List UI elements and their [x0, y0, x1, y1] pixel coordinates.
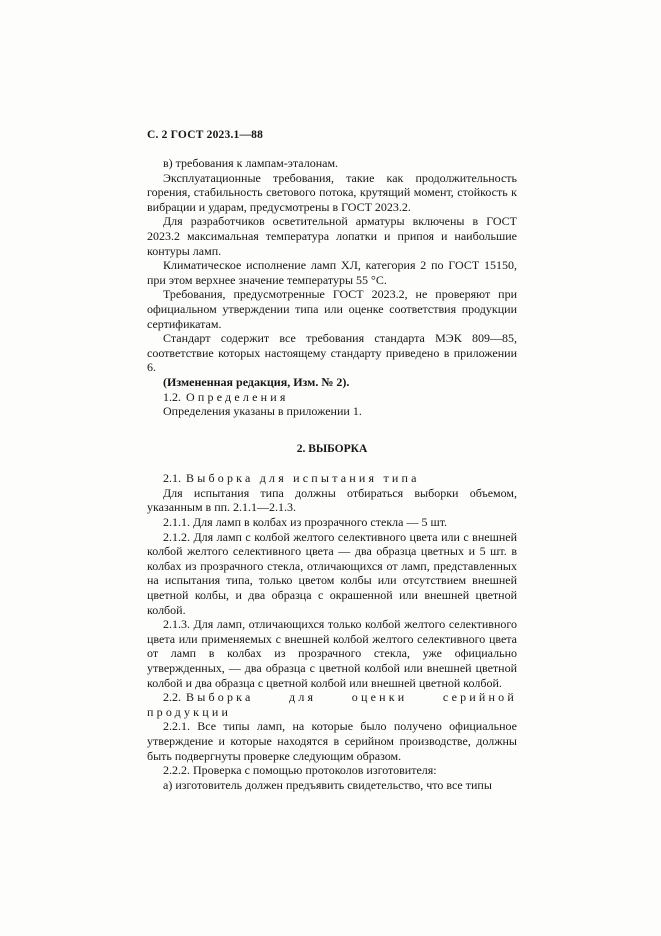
paragraph-fixture-developers: Для разработчиков осветительной арматуры включены в ГОСТ 2023.2 максимальная температура лопатки и припоя и наибольшие контуры ламп.: [147, 214, 517, 258]
list-item-v: в) требования к лампам-эталонам.: [163, 156, 339, 170]
subsection-number: 2.1.: [163, 471, 181, 486]
subsection-heading-1-2: [147, 390, 517, 405]
paragraph-2-1: Для испытания типа должны отбираться выборки объемом, указанным в пп. 2.1.1—2.1.3.: [147, 485, 517, 515]
page-header: С. 2 ГОСТ 2023.1—88: [147, 129, 264, 141]
subsection-heading-2-1: [147, 471, 517, 486]
subsection-title: Выборка для оценки серийной продукции: [147, 690, 517, 719]
paragraph-2-1-2: 2.1.2. Для ламп с колбой желтого селективного цвета или с внешней колбой желтого селективного цвета — два образца цветных и 5 шт. в колбах из прозрачного стекла, отличающихся от ламп, представленных на испытания типа, только цветом колбы или отсутствием внешней цветной колбы, и два образца с окрашенной или внешней цветной колбой.: [147, 529, 517, 617]
paragraph-2-1-1: 2.1.1. Для ламп в колбах из прозрачного стекла — 5 шт.: [163, 515, 448, 530]
subsection-heading-2-2: [147, 690, 517, 719]
subsection-number: 1.2.: [163, 389, 181, 404]
paragraph-definitions: Определения указаны в приложении 1.: [163, 404, 362, 419]
paragraph-operational-requirements: Эксплуатационные требования, такие как продолжительность горения, стабильность светового потока, крутящий момент, стойкость к вибрации и ударам, предусмотрены в ГОСТ 2023.2.: [147, 170, 517, 214]
document-body: [147, 156, 517, 792]
paragraph-2-2-1: 2.2.1. Все типы ламп, на которые было получено официальное утверждение и которые находятся в серийном производстве, должны быть подвергнуты проверке следующим образом.: [147, 719, 517, 763]
section-heading-2: 2. ВЫБОРКА: [296, 442, 368, 455]
amendment-note: (Измененная редакция, Изм. № 2).: [163, 374, 350, 389]
paragraph-requirements-not-checked: Требования, предусмотренные ГОСТ 2023.2, не проверяют при официальном утверждении типа или оценке соответствия продукции сертификатам.: [147, 287, 517, 331]
subsection-title: Определения: [186, 389, 289, 404]
paragraph-2-1-3: 2.1.3. Для ламп, отличающихся только колбой желтого селективного цвета или применяемых с внешней колбой желтого селективного цвета от ламп в колбах из прозрачного стекла, уже официально утвержденных, — два образца с цветной колбой или внешней цветной колбой и два образца с цветной колбой или внешней цветной колбой.: [147, 617, 517, 690]
subsection-number: 2.2.: [163, 690, 181, 705]
paragraph-2-2-2: 2.2.2. Проверка с помощью протоколов изготовителя:: [163, 763, 437, 778]
list-item-a: а) изготовитель должен предъявить свидетельство, что все типы: [163, 777, 492, 792]
subsection-title: Выборка для испытания типа: [186, 471, 420, 486]
paragraph-climate-version: Климатическое исполнение ламп ХЛ, категория 2 по ГОСТ 15150, при этом верхнее значение температуры 55 °С.: [147, 258, 517, 287]
paragraph-iec-standard: Стандарт содержит все требования стандарта МЭК 809—85, соответствие которых настоящему стандарту приведено в приложении 6.: [147, 331, 517, 375]
